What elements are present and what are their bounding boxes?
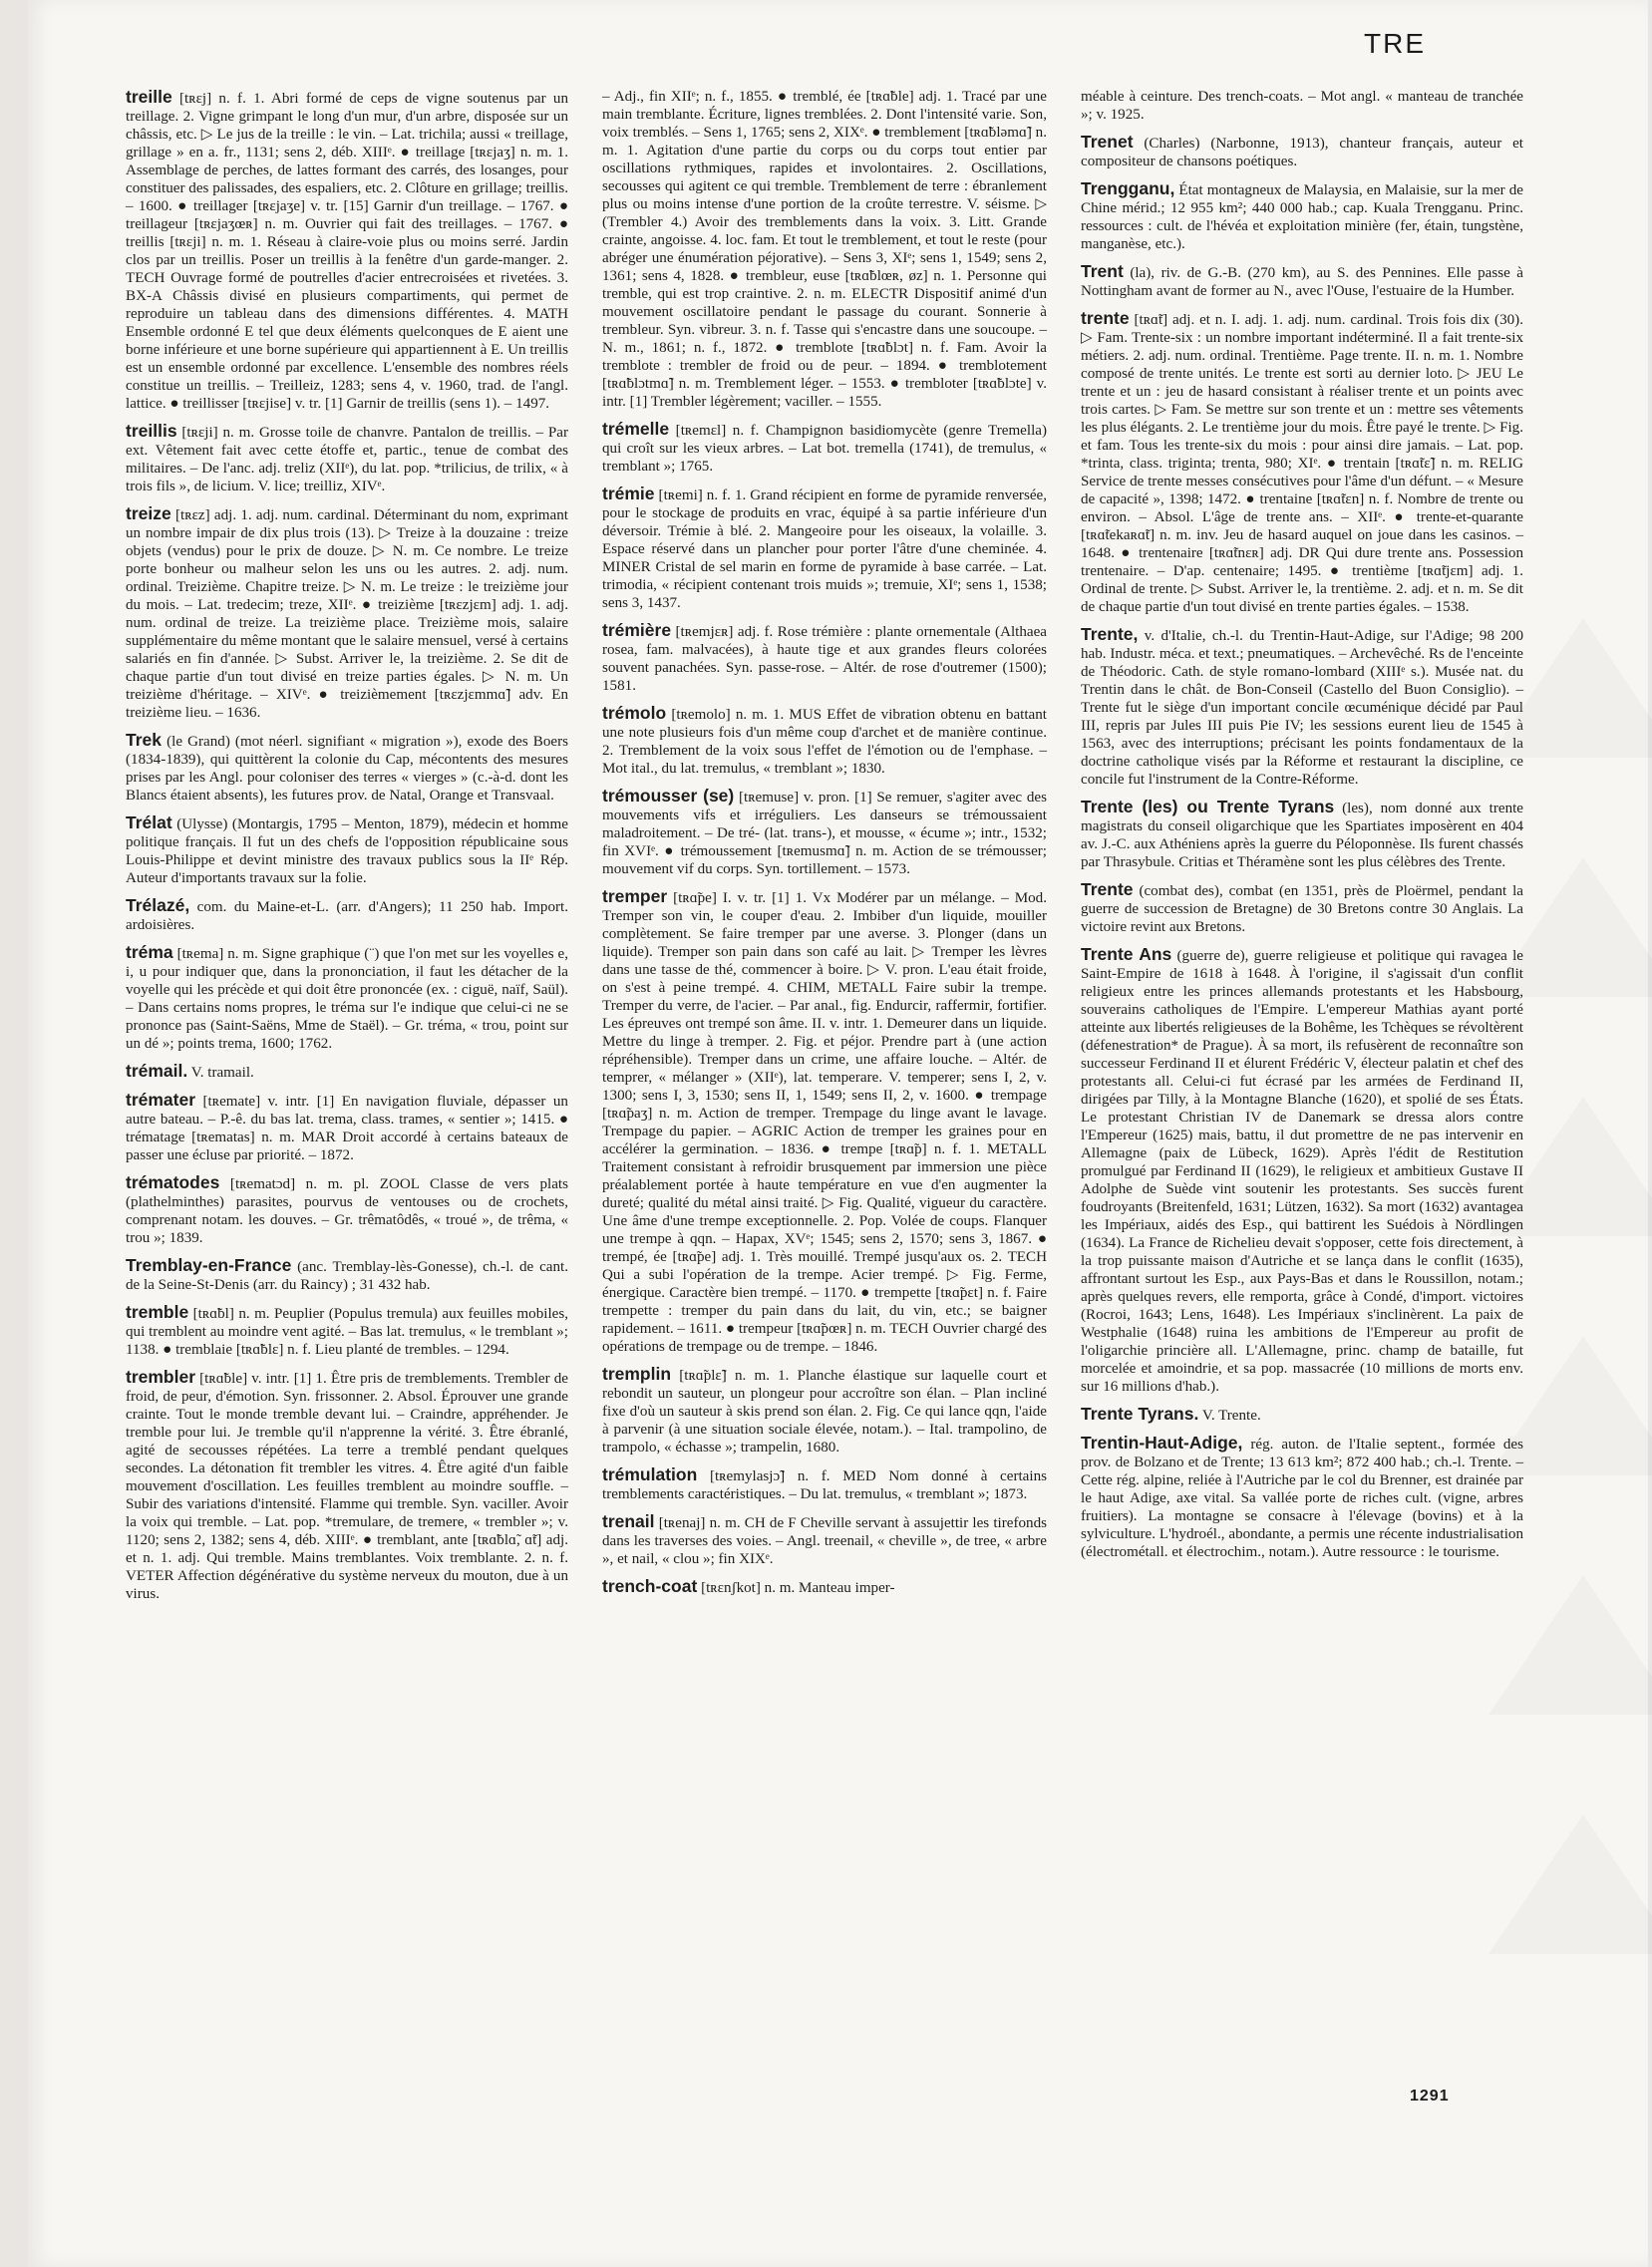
- entry-headword: tremper: [602, 886, 668, 906]
- dictionary-entry: [126, 731, 568, 805]
- entry-headword: trémière: [602, 620, 672, 640]
- entry-definition: (la), riv. de G.-B. (270 km), au S. des Pennines. Elle passe à Nottingham avant de former au N., avec l'Ouse, l'estuaire de la Humber.: [1081, 265, 1523, 299]
- entry-definition: [tʀɑ̃pe] I. v. tr. [1] 1. Vx Modérer par un mélange. – Mod. Tremper son vin, le couper d'eau. 2. Imbiber d'un liquide, mouiller complètement. Se faire tremper par une averse. 3. Plonger (dans un liquide). Tremper son pain dans son café au lait. ▷ Tremper les lèvres dans une tasse de thé, commencer à boire. ▷ V. pron. L'eau était froide, on s'est à peine trempé. 4. CHIM, METALL Faire subir la trempe. Tremper du verre, de l'acier. – Par anal., fig. Endurcir, raffermir, fortifier. Les épreuves ont trempé son âme. II. v. intr. 1. Demeurer dans un liquide. Mettre du linge à tremper. 2. Fig. et péjor. Prendre part à (une action répréhensible). Tremper dans un crime, une affaire louche. – Altér. de temprer, « mélanger » (XIIᵉ), lat. temperare. V. temperer; sens I, 2, v. 1300; sens I, 3, 1530; sens II, 1, 1549; sens II, 2, v. 1600. ● trempage [tʀɑ̃paʒ] n. m. Action de tremper. Trempage du linge avant le lavage. Trempage du papier. – AGRIC Action de tremper les graines pour en accélérer la germination. – 1836. ● trempe [tʀɑ̃p] n. f. 1. METALL Traitement consistant à refroidir brusquement par immersion une pièce préalablement portée à haute température en vue d'en augmenter la dureté; qualité du métal ainsi traité. ▷ Fig. Qualité, vigueur du caractère. Une âme d'une trempe exceptionnelle. 2. Pop. Volée de coups. Flanquer une trempe à qqn. – Hapax, XVᵉ; 1545; sens 2, 1570; sens 3, 1867. ● trempé, ée [tʀɑ̃pe] adj. 1. Très mouillé. Trempé jusqu'aux os. 2. TECH Qui a subi l'opération de la trempe. Acier trempé. ▷ Fig. Ferme, énergique. Caractère bien trempé. – 1170. ● trempette [tʀɑ̃pɛt] n. f. Faire trempette : tremper du pain dans du lait, du vin, etc.; se baigner rapidement. – 1611. ● trempeur [tʀɑ̃pœʀ] n. m. TECH Ouvrier chargé des opérations de trempage ou de trempe. – 1846.: [602, 890, 1048, 1355]
- running-head: TRE: [1364, 28, 1426, 59]
- entry-headword: Trentin-Haut-Adige,: [1081, 1433, 1243, 1453]
- dictionary-entry: [1081, 133, 1523, 170]
- entry-definition: [tʀɑ̃plɛ̃] n. m. 1. Planche élastique sur laquelle court et rebondit un sauteur, un plongeur pour accroître son élan. – Plan incliné fixe d'où un sauteur à skis prend son élan. 2. Fig. Ce qui lance qqn, l'aide à parvenir (à une situation sociale élevée, notam.). – Ital. trampolino, de trampolo, « échasse »; trampelin, 1680.: [602, 1368, 1047, 1456]
- entry-definition: rég. auton. de l'Italie septent., formée des prov. de Bolzano et de Trente; 13 613 km²; 872 400 hab.; ch.-l. Trente. – Cette rég. alpine, reliée à l'Autriche par le col du Brenner, est drainée par le haut Adige, axe vital. Sa vallée porte de riches cult. (vigne, arbres fruitiers). La montagne se consacre à l'élevage (bovins) et à la sylviculture. L'hydroél., abondante, a permis une récente industrialisation (électrométall. et électrochim., notam.). Autre ressource : le tourisme.: [1081, 1437, 1523, 1560]
- entry-headword: Trengganu,: [1081, 178, 1175, 198]
- entry-headword: tremplin: [602, 1364, 672, 1384]
- dictionary-entry: [602, 1465, 1047, 1503]
- entry-headword: Trente: [1081, 879, 1134, 899]
- column-3: [1081, 88, 1523, 1570]
- entry-definition: méable à ceinture. Des trench-coats. – Mot angl. « manteau de tranchée »; v. 1925.: [1081, 89, 1523, 123]
- entry-definition: (Charles) (Narbonne, 1913), chanteur français, auteur et compositeur de chansons poétiques.: [1081, 136, 1523, 169]
- entry-headword: trench-coat: [602, 1576, 698, 1596]
- dictionary-entry: [602, 621, 1047, 695]
- entry-headword: Trek: [126, 730, 162, 750]
- dictionary-entry: [126, 1173, 568, 1247]
- dictionary-entry: [1081, 179, 1523, 253]
- entry-headword: Tremblay-en-France: [126, 1255, 292, 1275]
- entry-headword: Trenet: [1081, 132, 1134, 152]
- entry-headword: trenail: [602, 1511, 655, 1531]
- dictionary-entry: [126, 504, 568, 722]
- dictionary-entry: [126, 1062, 568, 1082]
- entry-headword: tréma: [126, 942, 173, 962]
- dictionary-entry: [602, 1577, 1047, 1597]
- entry-headword: Trent: [1081, 261, 1124, 281]
- column-1: [126, 88, 568, 1612]
- entry-definition: [tʀematɔd] n. m. pl. ZOOL Classe de vers plats (plathelminthes) parasites, pourvus de ventouses ou de crochets, comprenant notam. les douves. – Gr. trêmatôdês, « troué », de trêma, « trou »; 1839.: [126, 1176, 568, 1246]
- entry-definition: [tʀenaj] n. m. CH de F Cheville servant à assujettir les tirefonds dans les traverses des voies. – Angl. treenail, « cheville », de tree, « arbre », et nail, « clou »; fin XIXᵉ.: [602, 1515, 1047, 1567]
- entry-definition: [tʀɑ̃bl] n. m. Peuplier (Populus tremula) aux feuilles mobiles, qui tremblent au moindre vent agité. – Bas lat. tremulus, « le tremblant »; 1138. ● tremblaie [tʀɑ̃blɛ] n. f. Lieu planté de trembles. – 1294.: [126, 1306, 569, 1358]
- entry-definition: [tʀemylasjɔ̃] n. f. MED Nom donné à certains tremblements caractéristiques. – Du lat. tremulus, « tremblant »; 1873.: [602, 1468, 1047, 1502]
- dictionary-entry: [126, 813, 568, 887]
- entry-headword: trémelle: [602, 419, 670, 439]
- entry-headword: trémolo: [602, 703, 667, 723]
- entry-headword: trémail.: [126, 1061, 188, 1081]
- dictionary-page: [28, 0, 1648, 2267]
- dictionary-entry: [1081, 625, 1523, 789]
- entry-definition: com. du Maine-et-L. (arr. d'Angers); 11 250 hab. Import. ardoisières.: [126, 899, 568, 933]
- dictionary-entry: [602, 1512, 1047, 1568]
- dictionary-entry: [126, 1303, 568, 1359]
- dictionary-entry: [602, 887, 1047, 1356]
- entry-definition: V. tramail.: [190, 1065, 254, 1081]
- entry-headword: Trélazé,: [126, 895, 190, 915]
- entry-headword: trémie: [602, 484, 655, 503]
- entry-definition: [tʀemjɛʀ] adj. f. Rose trémière : plante ornementale (Althaea rosea, fam. malvacées), à haute tige et aux grandes fleurs colorées souvent panachées. Syn. passe-rose. – Altér. de rose d'outremer (1500); 1581.: [602, 624, 1047, 694]
- entry-definition: (combat des), combat (en 1351, près de Ploërmel, pendant la guerre de succession de Bretagne) de 30 Bretons contre 30 Anglais. La victoire revint aux Bretons.: [1081, 883, 1524, 935]
- entry-definition: État montagneux de Malaysia, en Malaisie, sur la mer de Chine mérid.; 12 955 km²; 440 000 hab.; cap. Kuala Trengganu. Princ. ressources : cult. de l'hévéa et exploitation minière (fer, étain, tungstène, manganèse, etc.).: [1081, 182, 1523, 252]
- entry-headword: trémousser (se): [602, 786, 735, 806]
- dictionary-entry: [126, 1256, 568, 1294]
- entry-headword: Trente,: [1081, 624, 1139, 644]
- entry-definition: (les), nom donné aux trente magistrats du conseil oligarchique que les Spartiates imposèrent en 404 av. J.-C. aux Athéniens après la guerre du Péloponnèse. Ils furent chassés par Thrasybule. Critias et Théramène sont les plus célèbres des Trente.: [1081, 801, 1524, 870]
- entry-headword: trente: [1081, 308, 1130, 328]
- entry-headword: treillis: [126, 421, 177, 441]
- entry-definition: [tʀɛz] adj. 1. adj. num. cardinal. Déterminant du nom, exprimant un nombre impair de dix plus trois (13). ▷ Treize à la douzaine : treize objets (vendus) pour le prix de douze. ▷ N. m. Ce nombre. Le treize porte bonheur ou malheur selon les uns ou les autres. 2. adj. num. ordinal. Treizième. Chapitre treize. ▷ N. m. Le treize : le treizième jour du mois. – Lat. tredecim; treze, XIIᵉ. ● treizième [tʀɛzjɛm] adj. 1. adj. num. ordinal de treize. La treizième place. Treizième mois, salaire supplémentaire du même montant que le salaire mensuel, versé à certains salariés en fin d'année. ▷ Subst. Arriver le, la treizième. 2. Se dit de chaque partie d'un tout divisé en treize parties égales. ▷ N. m. Un treizième d'héritage. – XIVᵉ. ● treizièmement [tʀɛzjɛmmɑ̃] adv. En treizième lieu. – 1636.: [126, 507, 568, 721]
- dictionary-entry: [1081, 945, 1523, 1396]
- entry-definition: [tʀemuse] v. pron. [1] Se remuer, s'agiter avec des mouvements vifs et irréguliers. Les danseurs se trémoussaient maladroitement. – De tré- (lat. trans-), et mousse, « écume »; intr., 1532; fin XVIᵉ. ● trémoussement [tʀemusmɑ̃] n. m. Action de se trémousser; mouvement vif du corps. Syn. tortillement. – 1573.: [602, 790, 1047, 877]
- entry-definition: (guerre de), guerre religieuse et politique qui ravagea le Saint-Empire de 1618 à 1648. À l'origine, il s'agissait d'un conflit religieux entre les princes allemands protestants et les Habsbourg, souverains catholiques de l'Empire. L'empereur Mathias ayant porté atteinte aux libertés religieuses de la Bohême, les Tchèques se révoltèrent (défenestration* de Prague). À sa mort, ils refusèrent de reconnaître son successeur Ferdinand II et élurent Frédéric V, électeur palatin et chef des protestants all. Celui-ci fut écrasé par les armées de Ferdinand II, dirigées par Tilly, à la Montagne Blanche (1620), et spolié de ses États. Le protestant Christian IV de Danemark se dressa alors contre l'Empereur (1625) mais, battu, il dut promettre de ne pas intervenir en Allemagne (paix de Lübeck, 1629). Après l'édit de Restitution promulgué par Ferdinand II (1629), le religieux et ambitieux Gustave II Adolphe de Suède vint soutenir les protestants. Ses succès furent foudroyants (Breitenfeld, 1631; Lützen, 1632). Sa mort (1632) avantagea les Impériaux, aidés des Esp., qui battirent les Suédois à Nördlingen (1634). La France de Richelieu devait s'opposer, cette fois directement, à la trop puissante maison d'Autriche et se lança dans le conflit (1635), affrontant surtout les Esp., aux Pays-Bas et dans le Roussillon, notam.; après quelques revers, elle remporta, grâce à Condé, d'import. victoires (Rocroi, 1643; Lens, 1648). Les Impériaux s'inclinèrent. La paix de Westphalie (1648) ruina les ambitions de l'Empereur au profit de l'oligarchie princière all. L'Allemagne, princ. champ de bataille, fut morcelée et amoindrie, et sa pop. massacrée (10 millions de morts env. sur 16 millions d'hab.).: [1081, 948, 1523, 1395]
- entry-definition: [tʀɛj] n. f. 1. Abri formé de ceps de vigne soutenus par un treillage. 2. Vigne grimpant le long d'un mur, d'un arbre, disposée sur un châssis, etc. ▷ Le jus de la treille : le vin. – Lat. trichila; aussi « treillage, grillage » en a. fr., 1131; sens 2, déb. XIIIᵉ. ● treillage [tʀɛjaʒ] n. m. 1. Assemblage de perches, de lattes formant des carrés, des losanges, pour constituer des palissades, des espaliers, etc. 2. Clôture en grillage; treillis. – 1600. ● treillager [tʀɛjaʒe] v. tr. [15] Garnir d'un treillage. – 1767. ● treillageur [tʀɛjaʒœʀ] n. m. Ouvrier qui fait des treillages. – 1767. ● treillis [tʀɛji] n. m. 1. Réseau à claire-voie plus ou moins serré. Jardin clos par un treillis. Poser un treillis à la fenêtre d'un garde-manger. 2. TECH Ouvrage formé de poutrelles d'acier entrecroisées et rivetées. 3. BX-A Châssis divisé en plusieurs compartiments, qui permet de reproduire un tableau dans des dimensions différentes. 4. MATH Ensemble ordonné E tel que deux éléments quelconques de E aient une borne inférieure et une borne supérieure qui appartiennent à E. Un treillis est un ensemble ordonné par excellence. L'ensemble des nombres réels constitue un treillis. – Treilleiz, 1283; sens 4, v. 1960, trad. de l'angl. lattice. ● treillisser [tʀɛjise] v. tr. [1] Garnir de treillis (sens 1). – 1497.: [126, 91, 568, 412]
- entry-headword: Trente Ans: [1081, 944, 1172, 964]
- entry-headword: treize: [126, 503, 171, 523]
- column-2: [602, 88, 1047, 1606]
- dictionary-entry: [1081, 1405, 1523, 1425]
- entry-definition: V. Trente.: [1201, 1408, 1261, 1424]
- dictionary-entry: [1081, 88, 1523, 124]
- entry-definition: [tʀɛji] n. m. Grosse toile de chanvre. Pantalon de treillis. – Par ext. Vêtement fait avec cette étoffe et, partic., tenue de combat des militaires. – De l'anc. adj. treliz (XIIᵉ), du lat. pop. *trilicius, de trilix, « à trois fils », de licium. V. lice; treilliz, XIVᵉ.: [126, 425, 568, 494]
- dictionary-entry: [126, 88, 568, 413]
- entry-headword: trembler: [126, 1367, 196, 1387]
- dictionary-entry: [126, 943, 568, 1053]
- dictionary-entry: [602, 704, 1047, 778]
- entry-definition: v. d'Italie, ch.-l. du Trentin-Haut-Adige, sur l'Adige; 98 200 hab. Industr. méca. et text.; pneumatiques. – Archevêché. Rs de l'enceinte de Théodoric. Cath. de style romano-lombard (XIIIᵉ s.). Musée nat. du Trentin dans le chât. de Bon-Conseil (Castello del Buon Consiglio). – Trente fut le siège d'un important concile œcuménique décidé par Paul III, repris par Jules III puis Pie IV; les sessions eurent lieu de 1545 à 1563, avec des interruptions; précisant les points fondamentaux de la doctrine catholique visés par la Réforme et restaurant la discipline, ce concile fut l'instrument de la Contre-Réforme.: [1081, 628, 1524, 788]
- entry-definition: (Ulysse) (Montargis, 1795 – Menton, 1879), médecin et homme politique français. Il fut un des chefs de l'opposition républicaine sous Louis-Philippe et devint ministre des travaux publics sous la IIᵉ Rép. Auteur d'importants travaux sur la folie.: [126, 816, 568, 886]
- dictionary-entry: [126, 1368, 568, 1603]
- entry-headword: Trente Tyrans.: [1081, 1404, 1199, 1424]
- entry-headword: treille: [126, 87, 172, 107]
- entry-definition: [tʀɑ̃t] adj. et n. I. adj. 1. adj. num. cardinal. Trois fois dix (30). ▷ Fam. Trente-six : un nombre important indéterminé. Il a fait trente-six métiers. 2. adj. num. ordinal. Trentième. Page trente. II. n. m. 1. Nombre composé de trente unités. Le trente est sorti au dernier loto. ▷ JEU Le trente et un : jeu de hasard consistant à réaliser trente et un points avec trois cartes. ▷ Fam. Se mettre sur son trente et un : mettre ses vêtements les plus élégants. 2. Le trentième jour du mois. Être payé le trente. ▷ Fig. et fam. Tous les trente-six du mois : pour ainsi dire jamais. – Lat. pop. *trinta, class. triginta; trenta, 980; XIᵉ. ● trentain [tʀɑ̃tɛ̃] n. m. RELIG Service de trente messes consécutives pour l'âme d'un défunt. – « Mesure de capacité », 1398; 1472. ● trentaine [tʀɑ̃tɛn] n. f. Nombre de trente ou environ. – Absol. L'âge de trente ans. – XIIᵉ. ● trente-et-quarante [tʀɑ̃tekaʀɑ̃t] n. m. inv. Jeu de hasard auquel on joue dans les casinos. – 1648. ● trentenaire [tʀɑ̃tnɛʀ] adj. DR Qui dure trente ans. Possession trentenaire. – D'ap. centenaire; 1495. ● trentième [tʀɑ̃tjɛm] adj. 1. Ordinal de trente. ▷ Subst. Arriver le, la trentième. 2. adj. et n. m. Se dit de chaque partie d'un tout divisé en trente parties égales. – 1538.: [1081, 312, 1523, 615]
- entry-headword: Trélat: [126, 812, 172, 832]
- entry-headword: tremble: [126, 1302, 189, 1322]
- entry-definition: [tʀema] n. m. Signe graphique (¨) que l'on met sur les voyelles e, i, u pour indiquer que, dans la prononciation, il faut les détacher de la voyelle qui les précède et qui doit être prononcée (ex. : ciguë, naïf, Saül). – Dans certains noms propres, le tréma sur l'e indique que celui-ci ne se prononce pas (Saint-Saëns, Mme de Staël). – Gr. tréma, « trou, point sur un dé »; points trema, 1600; 1762.: [126, 946, 568, 1052]
- dictionary-entry: [602, 420, 1047, 476]
- dictionary-entry: [1081, 798, 1523, 871]
- entry-definition: [tʀemɛl] n. f. Champignon basidiomycète (genre Tremella) qui croît sur les vieux arbres. – Lat bot. tremella (1741), de tremulus, « tremblant »; 1765.: [602, 423, 1047, 475]
- dictionary-entry: [602, 1365, 1047, 1457]
- dictionary-entry: [1081, 880, 1523, 936]
- dictionary-entry: [1081, 309, 1523, 616]
- entry-definition: [tʀemate] v. intr. [1] En navigation fluviale, dépasser un autre bateau. – P.-ê. du bas lat. trema, class. trames, « sentier »; 1415. ● trématage [tʀematas] n. m. MAR Droit accordé à certains bateaux de passer une écluse par priorité. – 1872.: [126, 1094, 568, 1163]
- page-number: 1291: [1410, 2088, 1450, 2105]
- dictionary-entry: [1081, 1434, 1523, 1561]
- entry-headword: trématodes: [126, 1172, 220, 1192]
- dictionary-entry: [126, 422, 568, 495]
- entry-definition: (anc. Tremblay-lès-Gonesse), ch.-l. de cant. de la Seine-St-Denis (arr. du Raincy) ; 31 432 hab.: [126, 1259, 568, 1293]
- dictionary-entry: [126, 896, 568, 934]
- entry-definition: [tʀɑ̃ble] v. intr. [1] 1. Être pris de tremblements. Trembler de froid, de peur, d'émotion. Syn. frissonner. 2. Absol. Éprouver une grande crainte. Tout le monde tremble devant lui. – Craindre, appréhender. Je tremble pour lui. Je tremble qu'il n'apprenne la vérité. 3. Être ébranlé, agité de secousses répétées. La terre a tremblé pendant quelques secondes. La détonation fit trembler les vitres. 4. Être agité d'un faible mouvement d'oscillation. Les feuilles tremblent au moindre souffle. – Subir des variations d'intensité. Flamme qui tremble. Syn. vaciller. Avoir la voix qui tremble. – Lat. pop. *tremulare, de tremere, « trembler »; v. 1120; sens 2, 1382; sens 4, déb. XIIIᵉ. ● tremblant, ante [tʀɑ̃blɑ̃, ɑ̃t] adj. et n. 1. adj. Qui tremble. Mains tremblantes. Voix tremblante. 2. n. f. VETER Affection dégénérative du système nerveux du mouton, due à un virus.: [126, 1371, 568, 1602]
- dictionary-entry: [602, 485, 1047, 612]
- dictionary-entry: [1081, 262, 1523, 300]
- dictionary-entry: [602, 787, 1047, 878]
- entry-definition: (le Grand) (mot néerl. signifiant « migration »), exode des Boers (1834-1839), qui quittèrent la colonie du Cap, mécontents des mesures prises par les Angl. pour coloniser des terres « vierges » (c.-à-d. dont les Blancs étaient absents), les futures prov. de Natal, Orange et Transvaal.: [126, 734, 568, 804]
- entry-headword: trémater: [126, 1090, 196, 1110]
- entry-definition: [tʀɛnʃkot] n. m. Manteau imper-: [701, 1580, 895, 1596]
- entry-definition: – Adj., fin XIIᵉ; n. f., 1855. ● tremblé, ée [tʀɑ̃ble] adj. 1. Tracé par une main tremblante. Écriture, lignes tremblées. 2. Dont l'intensité varie. Son, voix tremblés. – Sens 1, 1765; sens 2, XIXᵉ. ● tremblement [tʀɑ̃bləmɑ̃] n. m. 1. Agitation d'une partie du corps ou du corps tout entier par oscillations rythmiques, rapides et involontaires. 2. Oscillations, secousses qui agitent ce qui tremble. Tremblement de terre : ébranlement plus ou moins intense d'une portion de la croûte terrestre. V. séisme. ▷ (Trembler 4.) Avoir des tremblements dans la voix. 3. Litt. Grande crainte, angoisse. 4. loc. fam. Et tout le tremblement, et tout le reste (pour abréger une énumération péjorative). – Sens 3, XIᵉ; sens 1, 1549; sens 2, 1361; sens 4, 1828. ● trembleur, euse [tʀɑ̃blœʀ, øz] n. 1. Personne qui tremble, qui est trop craintive. 2. n. m. ELECTR Dispositif animé d'un mouvement oscillatoire pendant le passage du courant. Sonnerie à trembleur. Syn. vibreur. 3. n. f. Tasse qui s'encastre dans une soucoupe. – N. m., 1861; n. f., 1872. ● tremblote [tʀɑ̃blɔt] n. f. Fam. Avoir la tremblote : trembler de froid ou de peur. – 1894. ● tremblotement [tʀɑ̃blɔtmɑ̃] n. m. Tremblement léger. – 1553. ● trembloter [tʀɑ̃blɔte] v. intr. [1] Trembler légèrement; vaciller. – 1555.: [602, 89, 1047, 410]
- dictionary-entry: [602, 88, 1047, 411]
- entry-headword: Trente (les) ou Trente Tyrans: [1081, 797, 1335, 816]
- entry-headword: trémulation: [602, 1464, 698, 1484]
- dictionary-entry: [126, 1091, 568, 1164]
- entry-definition: [tʀemi] n. f. 1. Grand récipient en forme de pyramide renversée, pour le stockage de produits en vrac, équipé à sa partie inférieure d'un déversoir. Trémie à blé. 2. Mangeoire pour les oiseaux, la volaille. 3. Espace réservé dans un plancher pour porter l'âtre d'une cheminée. 4. MINER Cristal de sel marin en forme de pyramide à base carrée. – Lat. trimodia, « récipient contenant trois muids »; tremuie, XIᵉ; sens 1, 1538; sens 3, 1437.: [602, 487, 1047, 611]
- entry-definition: [tʀemolo] n. m. 1. MUS Effet de vibration obtenu en battant une note plusieurs fois d'un même coup d'archet et de manière continue. 2. Tremblement de la voix sous l'effet de l'émotion ou de l'emphase. – Mot ital., du lat. tremulus, « tremblant »; 1830.: [602, 707, 1047, 777]
